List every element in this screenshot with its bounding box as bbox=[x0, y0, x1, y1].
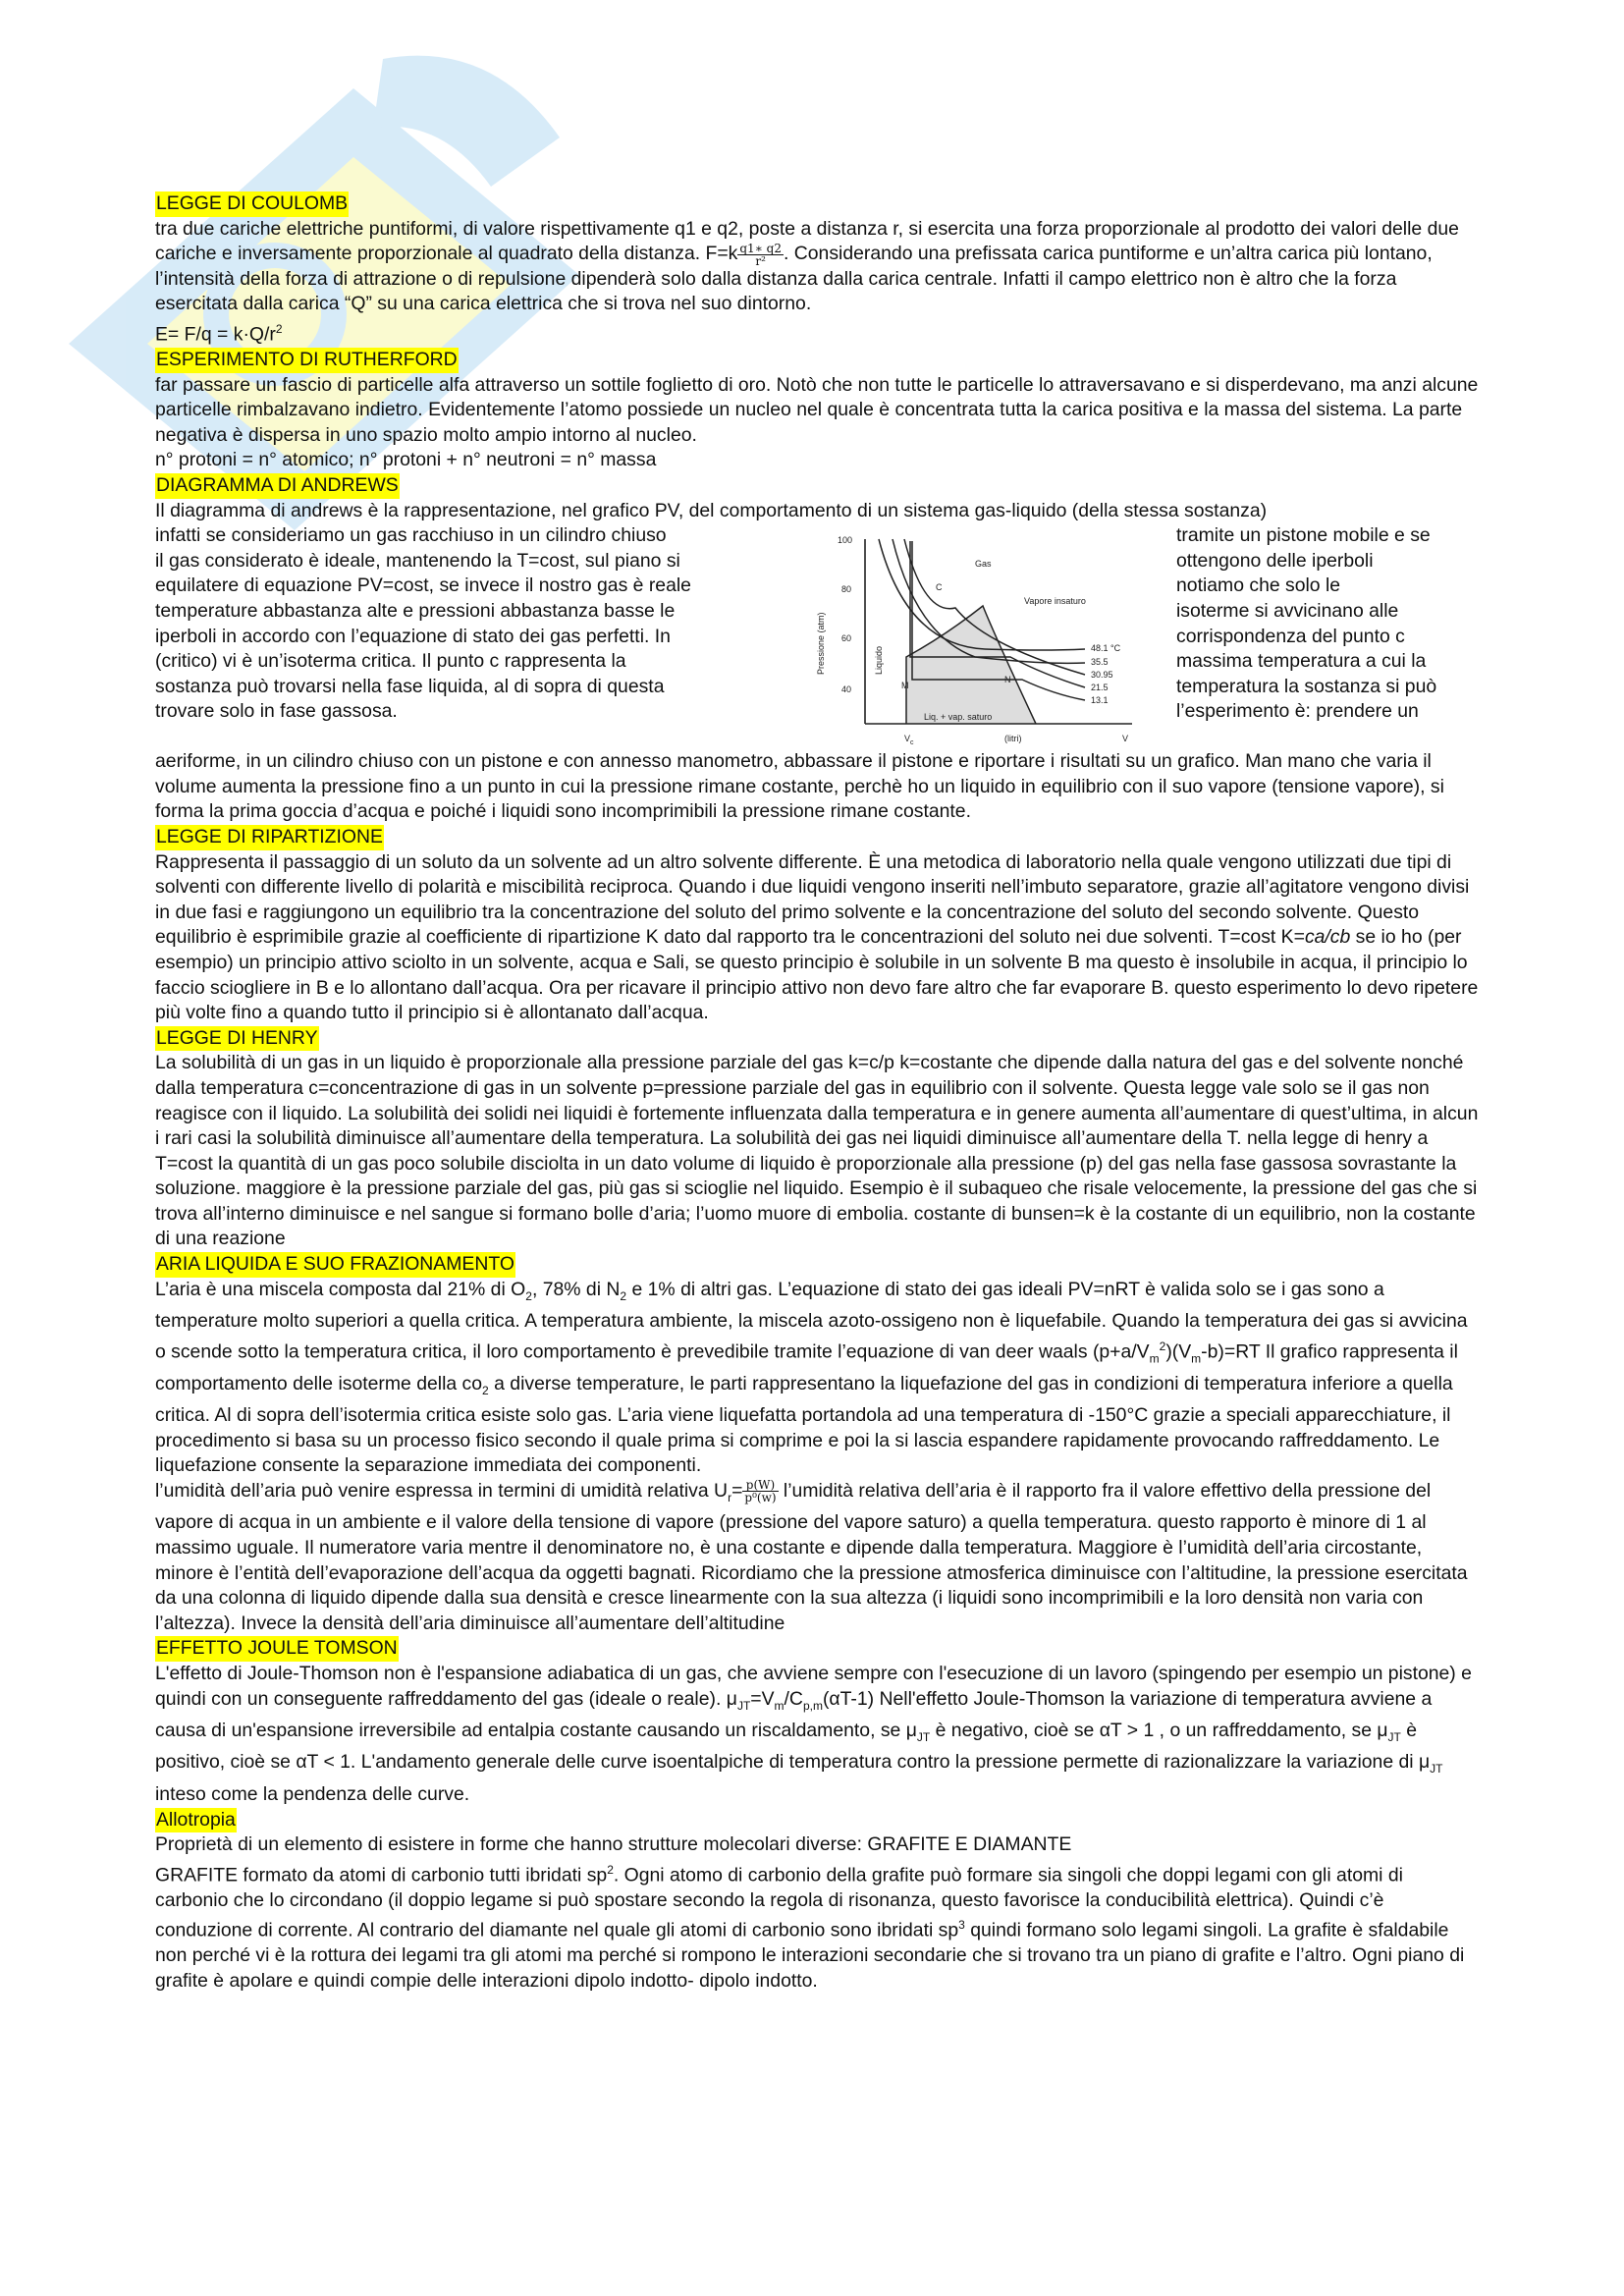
andrews-right-line: notiamo che solo le bbox=[1176, 574, 1341, 597]
rutherford-text: far passare un fascio di particelle alfa attraverso un sottile foglietto di oro. Notò che non tutte le particelle lo attraversavano e si disperdevano, ma anzi alcune particelle rimbalzavano indietro. Evidentemente l’atomo possiede un nucleo nel quale è concentrata tutta la carica positiva e la massa del sistema. La parte negativa è dispersa in uno spazio molto ampio intorno al nucleo. bbox=[155, 373, 1479, 446]
joule-text: L'effetto di Joule-Thomson non è l'espansione adiabatica di un gas, che avviene sempre con l'esecuzione di un lavoro (spingendo per esempio un pistone) e quindi con un conseguente raffreddamento del gas (ideale o reale). $\mu_{JT}=V_m/C_{p,m}(\alpha T-1)$ Nell'effetto Joule-Thomson la variazione di temperatura avviene a causa di un'espansione irreversibile ad entalpia costante causando un riscaldamento, se $\mu_{JT}$ è negativo, cioè se αT > 1 , o un raffreddamento, se $\mu_{JT}$ è positivo, cioè se αT < 1. L'andamento generale delle curve isoentalpiche di temperatura contro la pressione permette di razionalizzare la variazione di $\mu_{JT}$ inteso come la pendenza delle curve. bbox=[155, 1662, 1472, 1805]
section-title-allotropia: Allotropia bbox=[155, 1808, 237, 1833]
temp-label: 13.1 bbox=[1091, 695, 1109, 706]
coulomb-formula: $E= F/q = k\cdot Q/r^2$ bbox=[155, 321, 283, 346]
gas-label: Gas bbox=[975, 559, 992, 570]
aria-text: L’aria è una miscela composta dal 21% di $O_2$, 78% di $N_2$ e 1% di altri gas. L’equazione di stato dei gas ideali PV=nRT è valida solo se i gas sono a temperature molto superiori a quella critica. A temperatura ambiente, la miscela azoto-ossigeno non è liquefabile. Quando la temperatura dei gas si avvicina o scende sotto la temperatura critica, il loro comportamento è prevedibile tramite l’equazione di van deer waals $(p+a/V_m^2)(V_m-b)=RT$ Il grafico rappresenta il comportamento delle isoterme della $co_2$ a diverse temperature, le parti rappresentano la liquefazione del gas in condizioni di temperatura inferiore a quella critica. Al di sopra dell’isotermia critica esiste solo gas. L’aria viene liquefatta portandola ad una temperatura di -150°C grazie a speciali apparecchiature, il procedimento si basa su un processo fisico secondo il quale prima si comprime e poi la si lascia espandere rapidamente provocando raffreddamento. Le liquefazione consente la separazione immediata dei componenti. bbox=[155, 1278, 1468, 1477]
section-title-aria: ARIA LIQUIDA E SUO FRAZIONAMENTO bbox=[155, 1252, 515, 1278]
section-title-henry: LEGGE DI HENRY bbox=[155, 1026, 319, 1052]
point-c-label: C bbox=[936, 582, 943, 593]
humidity-text: l’umidità dell’aria può venire espressa in termini di umidità relativa $U_r=$ $\frac{p(W)}{\text{p⁰(w)}}$ l’umidità relativa dell’aria è il rapporto fra il valore effettivo della pressione del vapore di acqua in un ambiente e il valore della tensione di vapore (pressione del vapore saturo) a quella temperatura. questo rapporto è minore di 1 al massimo uguale. Il numeratore varia mentre il denominatore no, è una costante e dipende dalla temperatura. Maggiore è l’umidità dell’aria circostante, minore è l’entità dell’evaporazione dell’acqua da oggetti bagnati. Ricordiamo che la pressione atmosferica diminuisce con l’altitudine, la pressione esercitata da una colonna di liquido dipende dalla sua densità e cresce linearmente con la sua altezza (i liquidi sono incomprimibili e la loro densità non varia con l’altezza). Invece la densità dell’aria diminuisce all’aumentare dell’altitudine bbox=[155, 1478, 1468, 1634]
henry-text: La solubilità di un gas in un liquido è proporzionale alla pressione parziale del gas k=c/p k=costante che dipende dalla natura del gas e del solvente nonché dalla temperatura c=concentrazione di gas in un solvente p=pressione parziale del gas in equilibrio con il solvente. Questa legge vale solo se il gas non reagisce con il liquido. La solubilità dei solidi nei liquidi è fortemente influenzata dalla temperatura e in genere aumenta all’aumentare di quest’ultima, in alcun i rari casi la solubilità diminuisce all’aumentare della temperatura. La solubilità dei gas nei liquidi diminuisce all’aumentare della T. nella legge di henry a T=cost la quantità di un gas poco solubile disciolta in un dato volume di liquido è proporzionale alla pressione (p) del gas nella fase gassosa sovrastante la soluzione. maggiore è la pressione parziale del gas, più gas si scioglie nel liquido. Esempio è il subaqueo che risale velocemente, la pressione del gas che si trova all’interno diminuisce e nel sangue si formano bolle d’aria; l’uomo muore di embolia. costante di bunsen=k è la costante di un equilibrio, non la costante di una reazione bbox=[155, 1052, 1479, 1250]
allotropia-text: GRAFITE formato da atomi di carbonio tutti ibridati $sp^2$. Ogni atomo di carbonio della grafite può formare sia singoli che doppi legami con gli atomi di carbonio che lo circondano (il doppio legame si può spostare secondo la regola di risonanza, questo favorisce la conducibilità elettrica). Quindi c’è conduzione di corrente. Al contrario del diamante nel quale gli atomi di carbonio sono ibridati $sp^3$ quindi formano solo legami singoli. La grafite è sfaldabile non perché vi è la rottura dei legami tra gli atomi ma perché si rompono le interazioni secondarie che si trovano tra un piano di grafite e l’altro. Ogni piano di grafite è apolare e quindi compie delle interazioni dipolo indotto- dipolo indotto. bbox=[155, 1862, 1465, 1993]
point-m-label: M bbox=[901, 681, 909, 691]
andrews-left-line: sostanza può trovarsi nella fase liquida, al di sopra di questa bbox=[155, 675, 665, 697]
liquid-label: Liquido bbox=[874, 646, 884, 676]
andrews-left-line: equilatere di equazione PV=cost, se invece il nostro gas è reale bbox=[155, 574, 691, 597]
andrews-right-line: ottengono delle iperboli bbox=[1176, 549, 1374, 572]
y-axis-label: Pressione (atm) bbox=[816, 612, 826, 676]
andrews-right-line: l’esperimento è: prendere un bbox=[1176, 700, 1419, 723]
andrews-left-line: il gas considerato è ideale, mantenendo la T=cost, sul piano si bbox=[155, 549, 680, 572]
andrews-left-line: infatti se consideriamo un gas racchiuso in un cilindro chiuso bbox=[155, 524, 667, 547]
y-tick-label: 40 bbox=[841, 684, 852, 695]
humidity-fraction: $\frac{p(W)}{\text{p⁰(w)}}$ bbox=[744, 1478, 777, 1505]
coulomb-fraction: $\frac{q1∗ q2}{\text{r²}}$ bbox=[739, 241, 782, 268]
andrews-right-line: tramite un pistone mobile e se bbox=[1176, 524, 1431, 547]
section-title-rutherford: ESPERIMENTO DI RUTHERFORD bbox=[155, 348, 459, 373]
x-axis-symbol: V bbox=[1122, 734, 1129, 744]
andrews-right-line: isoterme si avvicinano alle bbox=[1176, 599, 1399, 622]
temp-label: 48.1 °C bbox=[1091, 643, 1121, 654]
y-tick-label: 80 bbox=[841, 584, 852, 595]
andrews-left-line: (critico) vi è un’isoterma critica. Il punto c rappresenta la bbox=[155, 650, 626, 673]
section-title-andrews: DIAGRAMMA DI ANDREWS bbox=[155, 473, 400, 499]
coulomb-text: tra due cariche elettriche puntiformi, di valore rispettivamente q1 e q2, poste a distanza r, si esercita una forza proporzionale al prodotto dei valori delle due cariche e inversamente proporzionale al quadrato della distanza. F=k $\frac{q1∗ q2}{\text{r²}}$ . Considerando una prefissata carica puntiforme e un’altra carica più lontano, l’intensità della forza di attrazione o di repulsione dipenderà solo dalla distanza dalla carica centrale. Infatti il campo elettrico non è altro che la forza esercitata dalla carica “Q” su una carica elettrica che si trova nel suo dintorno. bbox=[155, 217, 1459, 315]
rutherford-formula: n° protoni = n° atomico; n° protoni + n° neutroni = n° massa bbox=[155, 449, 657, 471]
andrews-left-line: trovare solo in fase gassosa. bbox=[155, 700, 398, 723]
y-tick-label: 100 bbox=[838, 535, 853, 546]
section-title-ripartizione: LEGGE DI RIPARTIZIONE bbox=[155, 825, 384, 850]
andrews-intro: Il diagramma di andrews è la rappresentazione, nel grafico PV, del comportamento di un sistema gas-liquido (della stessa sostanza) bbox=[155, 499, 1268, 521]
section-title-joule: EFFETTO JOULE TOMSON bbox=[155, 1636, 399, 1662]
temp-label: 21.5 bbox=[1091, 683, 1109, 693]
andrews-right-line: massima temperatura a cui la bbox=[1176, 650, 1427, 673]
coexistence-label: Liq. + vap. saturo bbox=[924, 712, 993, 723]
vapor-label: Vapore insaturo bbox=[1024, 596, 1086, 607]
y-tick-label: 60 bbox=[841, 633, 852, 644]
andrews-right-line: corrispondenza del punto c bbox=[1176, 625, 1405, 647]
andrews-right-column bbox=[1176, 523, 1483, 725]
andrews-left-line: temperature abbastanza alte e pressioni abbastanza basse le bbox=[155, 599, 676, 622]
andrews-diagram bbox=[808, 527, 1157, 753]
point-n-label: N bbox=[1004, 675, 1011, 685]
temp-label: 30.95 bbox=[1091, 670, 1113, 681]
andrews-left-line: iperboli in accordo con l’equazione di stato dei gas perfetti. In bbox=[155, 625, 671, 647]
document-page bbox=[155, 191, 1481, 1995]
andrews-left-column bbox=[155, 523, 784, 725]
andrews-right-line: temperatura la sostanza si può bbox=[1176, 675, 1437, 697]
ripartizione-text: Rappresenta il passaggio di un soluto da un solvente ad un altro solvente differente. È una metodica di laboratorio nella quale vengono utilizzati due tipi di solventi con differente livello di polarità e miscibilità reciproca. Quando i due liquidi vengono inseriti nell’imbuto separatore, grazie all’agitatore vengono divisi in due fasi e raggiungono un equilibrio tra la concentrazione del soluto del primo solvente e la concentrazione del soluto del secondo solvente. Questo equilibrio è esprimibile grazie al coefficiente di ripartizione K dato dal rapporto tra le concentrazioni del soluto nei due solventi. T=cost K=ca/cb se io ho (per esempio) un principio attivo sciolto in un solvente, acqua e Sali, se questo principio è solubile in un solvente B ma questo è insolubile in acqua, il principio lo faccio sciogliere in B e lo allontano dall’acqua. Ora per ricavare il principio attivo non devo fare altro che far evaporare B. questo esperimento lo devo ripetere più volte fino a quando tutto il principio si è allontanato dall’acqua. bbox=[155, 850, 1479, 1024]
allotropia-line: Proprietà di un elemento di esistere in forme che hanno strutture molecolari diverse: GRAFITE E DIAMANTE bbox=[155, 1833, 1072, 1856]
x-axis-label: (litri) bbox=[1004, 734, 1022, 744]
vc-label: $V_c$ bbox=[904, 734, 914, 747]
section-title-coulomb: LEGGE DI COULOMB bbox=[155, 191, 349, 217]
temp-label: 35.5 bbox=[1091, 657, 1109, 668]
andrews-wrap bbox=[155, 523, 1481, 749]
andrews-continued-text: aeriforme, in un cilindro chiuso con un pistone e con annesso manometro, abbassare il pistone e riportare i risultati su un grafico. Man mano che varia il volume aumenta la pressione fino a un punto in cui la pressione rimane costante, perchè ho un liquido in equilibrio con il suo vapore (tensione vapore), si forma la prima goccia d’acqua e poiché i liquidi sono incomprimibili la pressione rimane costante. bbox=[155, 750, 1444, 823]
